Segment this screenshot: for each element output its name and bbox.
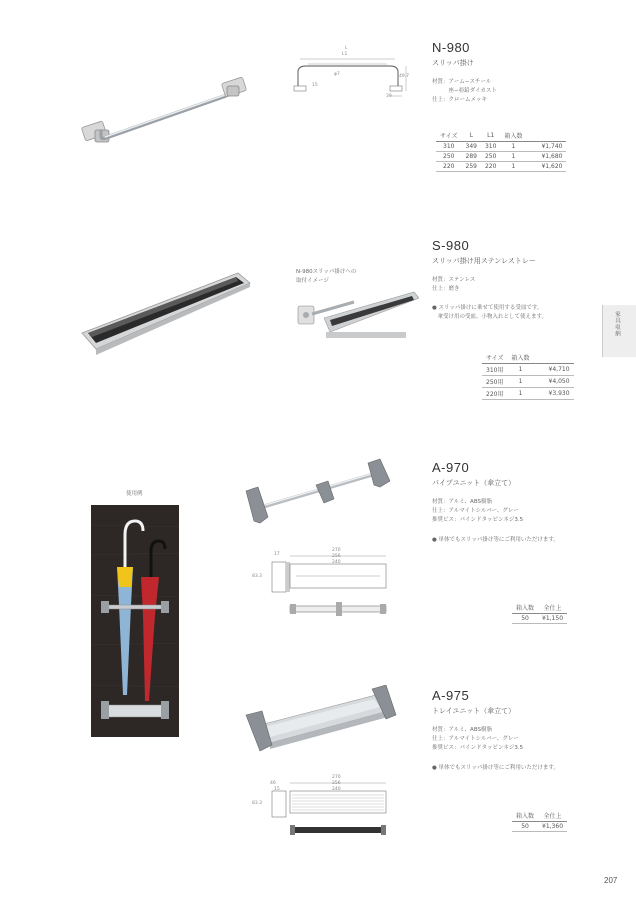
table-cell: 220 <box>436 162 462 172</box>
table-cell: 220 <box>481 162 500 172</box>
a970-dim-17: 17 <box>274 552 280 557</box>
a975-dim-15: 15 <box>274 787 280 792</box>
a970-price-table <box>512 602 567 624</box>
table-header-row <box>436 130 566 142</box>
usage-example-photo <box>91 505 179 737</box>
a970-spec-line: 材質：アルミ、ABS樹脂 <box>432 499 492 505</box>
table-header: 箱入数 <box>508 352 534 364</box>
caption-line: N-980スリッパ掛けへの <box>296 269 357 275</box>
a970-dim-240: 240 <box>332 560 341 565</box>
table-row <box>436 162 566 172</box>
caption-line: 取付イメージ <box>296 278 329 284</box>
side-tab-label: 家具収納 <box>614 311 620 337</box>
table-header <box>526 130 566 142</box>
a970-notes <box>432 536 559 545</box>
table-header-row <box>512 602 567 614</box>
n980-dim-39: 39 <box>386 94 392 99</box>
page-number: 207 <box>604 876 618 885</box>
table-header: 箱入数 <box>512 810 538 822</box>
table-cell: ¥3,930 <box>534 388 574 400</box>
table-header: 全仕上 <box>538 810 567 822</box>
a970-spec-line: 推奨ビス：バインドタッピンネジ3.5 <box>432 517 524 523</box>
a975-price-table <box>512 810 567 832</box>
a970-spec-line: 仕上：アルマイトシルバー、グレー <box>432 508 519 514</box>
table-header: 全仕上 <box>538 602 567 614</box>
table-cell: 1 <box>508 388 534 400</box>
a975-name: トレイユニット（傘立て） <box>432 707 516 715</box>
s980-price-table <box>482 352 574 400</box>
table-row <box>482 376 574 388</box>
s980-mount-caption <box>296 268 356 286</box>
table-header-row <box>482 352 574 364</box>
n980-spec-line: 材質：アーム−スチール <box>432 79 492 85</box>
n980-price-table <box>436 130 566 172</box>
table-cell: 220用 <box>482 388 508 400</box>
table-header: 箱入数 <box>512 602 538 614</box>
a975-spec <box>432 726 523 753</box>
table-cell: ¥1,150 <box>538 614 567 624</box>
n980-product-photo <box>75 70 255 160</box>
a970-name: パイプユニット（傘立て） <box>432 479 516 487</box>
table-row <box>436 152 566 162</box>
table-cell: 1 <box>500 162 526 172</box>
n980-dim-l: L <box>345 46 348 51</box>
table-cell: ¥4,710 <box>534 364 574 376</box>
table-header: L <box>462 130 481 142</box>
s980-note-line: 傘受け用の受皿、小物入れとして使えます。 <box>432 314 548 320</box>
table-cell: 349 <box>462 142 481 152</box>
n980-dim-phi: φ7 <box>334 72 340 77</box>
table-header-row <box>512 810 567 822</box>
n980-spec-line: 仕上：クロームメッキ <box>432 97 488 103</box>
table-row <box>436 142 566 152</box>
n980-spec <box>432 78 497 105</box>
a970-model: A-970 <box>432 460 470 475</box>
a975-note-line: ● 単体でもスリッパ掛け等にご利用いただけます。 <box>432 765 559 771</box>
a975-spec-line: 仕上：アルマイトシルバー、グレー <box>432 736 519 742</box>
table-header: 箱入数 <box>500 130 526 142</box>
table-cell: 1 <box>500 142 526 152</box>
table-cell: ¥1,360 <box>538 822 567 832</box>
s980-spec <box>432 276 475 294</box>
a975-dim-240: 240 <box>332 787 341 792</box>
table-cell: ¥1,680 <box>526 152 566 162</box>
table-cell: 259 <box>462 162 481 172</box>
table-cell: 1 <box>508 376 534 388</box>
n980-spec-line: 座−亜鉛ダイカスト <box>432 88 497 94</box>
table-cell: 250 <box>481 152 500 162</box>
a970-dim-256: 256 <box>332 554 341 559</box>
table-header: サイズ <box>482 352 508 364</box>
s980-note-line: ● スリッパ掛けに乗せて使用する受皿です。 <box>432 305 543 311</box>
usage-caption: 使用例 <box>126 491 143 497</box>
a975-dim-83: 83.3 <box>252 801 263 806</box>
n980-dim-15: 15 <box>312 83 318 88</box>
table-cell: ¥1,620 <box>526 162 566 172</box>
n980-dim-height: 49.7 <box>399 74 410 79</box>
a975-spec-line: 推奨ビス：バインドタッピンネジ3.5 <box>432 745 524 751</box>
table-cell: 50 <box>512 822 538 832</box>
s980-notes <box>432 304 547 322</box>
table-cell: 250用 <box>482 376 508 388</box>
table-cell: 50 <box>512 614 538 624</box>
s980-model: S-980 <box>432 238 470 253</box>
a975-spec-line: 材質：アルミ、ABS樹脂 <box>432 727 492 733</box>
table-header: L1 <box>481 130 500 142</box>
a970-dimension-drawing <box>250 548 400 628</box>
a975-notes <box>432 764 559 773</box>
table-cell: 1 <box>500 152 526 162</box>
a975-dimension-drawing <box>250 775 400 845</box>
n980-name: スリッパ掛け <box>432 59 474 67</box>
table-cell: ¥4,050 <box>534 376 574 388</box>
table-cell: 1 <box>508 364 534 376</box>
a970-spec <box>432 498 523 525</box>
table-row <box>512 614 567 624</box>
table-header: サイズ <box>436 130 462 142</box>
s980-spec-line: 材質：ステンレス <box>432 277 476 283</box>
a970-note-line: ● 単体でもスリッパ掛け等にご利用いただけます。 <box>432 537 559 543</box>
s980-mount-photo <box>294 288 419 343</box>
side-tab <box>602 305 636 357</box>
table-cell: 250 <box>436 152 462 162</box>
table-cell: 310 <box>436 142 462 152</box>
a975-dim-46: 46 <box>270 781 276 786</box>
a975-dim-270: 270 <box>332 775 341 780</box>
a975-dim-256: 256 <box>332 781 341 786</box>
n980-dim-l1: L1 <box>342 52 348 57</box>
n980-model: N-980 <box>432 40 470 55</box>
a970-dim-270: 270 <box>332 548 341 553</box>
table-cell: 310用 <box>482 364 508 376</box>
table-row <box>512 822 567 832</box>
a970-dim-83: 83.3 <box>252 574 263 579</box>
a970-product-photo <box>238 455 398 530</box>
table-row <box>482 388 574 400</box>
s980-tray-photo <box>78 265 253 360</box>
s980-name: スリッパ掛け用ステンレストレー <box>432 257 536 265</box>
table-cell: 310 <box>481 142 500 152</box>
n980-dimension-drawing <box>290 46 415 105</box>
table-row <box>482 364 574 376</box>
table-cell: 289 <box>462 152 481 162</box>
table-header <box>534 352 574 364</box>
s980-spec-line: 仕上：磨き <box>432 286 460 292</box>
table-cell: ¥1,740 <box>526 142 566 152</box>
a975-model: A-975 <box>432 688 470 703</box>
a975-product-photo <box>240 685 398 755</box>
